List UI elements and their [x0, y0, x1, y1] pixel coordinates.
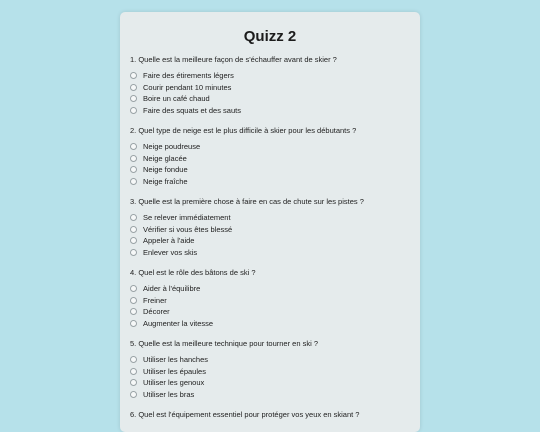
- answer-option[interactable]: [130, 82, 410, 94]
- question-3: [130, 197, 410, 258]
- radio-button[interactable]: [130, 143, 137, 150]
- question-text: 5. Quelle est la meilleure technique pour tourner en ski ?: [130, 339, 319, 348]
- answer-label[interactable]: Faire des squats et des sauts: [143, 105, 241, 115]
- answer-label[interactable]: Enlever vos skis: [143, 247, 198, 257]
- question-2: [130, 126, 410, 187]
- answer-option[interactable]: [130, 105, 410, 117]
- radio-button[interactable]: [130, 320, 137, 327]
- answer-option[interactable]: [130, 389, 410, 401]
- quiz-card: [120, 12, 420, 432]
- answer-label[interactable]: Neige glacée: [143, 153, 187, 163]
- answer-option[interactable]: [130, 212, 410, 224]
- question-6: [130, 410, 410, 419]
- answer-label[interactable]: Utiliser les épaules: [143, 366, 206, 376]
- radio-button[interactable]: [130, 237, 137, 244]
- answer-label[interactable]: Neige fondue: [143, 165, 188, 175]
- answer-option[interactable]: [130, 283, 410, 295]
- answer-option[interactable]: [130, 224, 410, 236]
- answer-label[interactable]: Aider à l'équilibre: [143, 284, 201, 294]
- answer-label[interactable]: Utiliser les genoux: [143, 378, 205, 388]
- radio-button[interactable]: [130, 155, 137, 162]
- radio-button[interactable]: [130, 95, 137, 102]
- radio-button[interactable]: [130, 249, 137, 256]
- answer-label[interactable]: Décorer: [143, 307, 170, 317]
- radio-button[interactable]: [130, 391, 137, 398]
- radio-button[interactable]: [130, 297, 137, 304]
- radio-button[interactable]: [130, 356, 137, 363]
- answer-label[interactable]: Utiliser les hanches: [143, 355, 209, 365]
- answer-option[interactable]: [130, 164, 410, 176]
- question-text: 4. Quel est le rôle des bâtons de ski ?: [130, 268, 256, 277]
- answer-option[interactable]: [130, 153, 410, 165]
- answer-label[interactable]: Neige poudreuse: [143, 142, 201, 152]
- radio-button[interactable]: [130, 107, 137, 114]
- radio-button[interactable]: [130, 308, 137, 315]
- question-text: 2. Quel type de neige est le plus difficile à skier pour les débutants ?: [130, 126, 357, 135]
- answer-option[interactable]: [130, 318, 410, 330]
- answer-option[interactable]: [130, 247, 410, 259]
- answer-label[interactable]: Se relever immédiatement: [143, 213, 231, 223]
- answer-label[interactable]: Neige fraîche: [143, 176, 188, 186]
- answer-option[interactable]: [130, 295, 410, 307]
- radio-button[interactable]: [130, 214, 137, 221]
- question-1: [130, 55, 410, 116]
- radio-button[interactable]: [130, 379, 137, 386]
- answer-label[interactable]: Boire un café chaud: [143, 94, 210, 104]
- answer-option[interactable]: [130, 93, 410, 105]
- question-list: [130, 55, 410, 419]
- answer-label[interactable]: Freiner: [143, 295, 167, 305]
- answer-label[interactable]: Augmenter la vitesse: [143, 318, 214, 328]
- question-text: 3. Quelle est la première chose à faire en cas de chute sur les pistes ?: [130, 197, 364, 206]
- answer-label[interactable]: Utiliser les bras: [143, 389, 195, 399]
- answer-label[interactable]: Vérifier si vous êtes blessé: [143, 224, 233, 234]
- radio-button[interactable]: [130, 178, 137, 185]
- answer-option[interactable]: [130, 377, 410, 389]
- radio-button[interactable]: [130, 84, 137, 91]
- answer-label[interactable]: Appeler à l'aide: [143, 236, 195, 246]
- quiz-title: Quizz 2: [243, 28, 297, 45]
- question-5: [130, 339, 410, 400]
- answer-option[interactable]: [130, 70, 410, 82]
- radio-button[interactable]: [130, 285, 137, 292]
- answer-option[interactable]: [130, 306, 410, 318]
- question-text: 1. Quelle est la meilleure façon de s'échauffer avant de skier ?: [130, 55, 337, 64]
- answer-option[interactable]: [130, 176, 410, 188]
- question-text: 6. Quel est l'équipement essentiel pour protéger vos yeux en skiant ?: [130, 410, 360, 419]
- answer-option[interactable]: [130, 141, 410, 153]
- question-4: [130, 268, 410, 329]
- radio-button[interactable]: [130, 226, 137, 233]
- answer-option[interactable]: [130, 354, 410, 366]
- radio-button[interactable]: [130, 368, 137, 375]
- radio-button[interactable]: [130, 166, 137, 173]
- answer-label[interactable]: Faire des étirements légers: [143, 71, 234, 81]
- answer-label[interactable]: Courir pendant 10 minutes: [143, 82, 232, 92]
- answer-option[interactable]: [130, 366, 410, 378]
- radio-button[interactable]: [130, 72, 137, 79]
- answer-option[interactable]: [130, 235, 410, 247]
